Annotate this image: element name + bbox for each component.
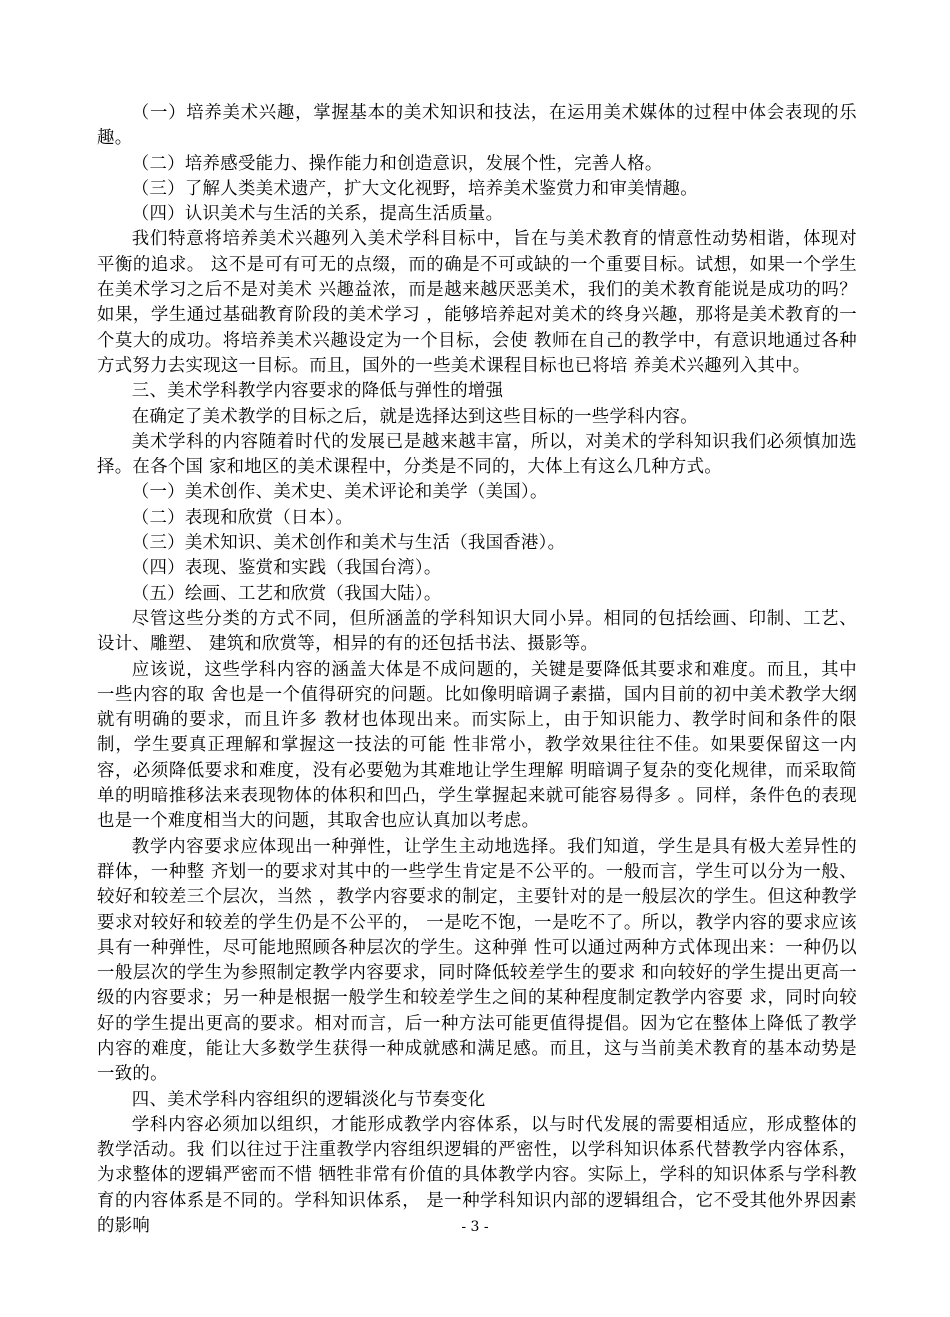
goal-item-1: （一）培养美术兴趣，掌握基本的美术知识和技法，在运用美术媒体的过程中体会表现的乐趣。: [97, 103, 857, 149]
section-heading-3: 三、美术学科教学内容要求的降低与弹性的增强: [131, 381, 504, 402]
paragraph-content-selection: 在确定了美术教学的目标之后，就是选择达到这些目标的一些学科内容。: [131, 406, 698, 427]
goal-item-4: （四）认识美术与生活的关系，提高生活质量。: [131, 204, 504, 225]
paragraph-difficulty: 应该说，这些学科内容的涵盖大体是不成问题的，关键是要降低其要求和难度。而且，其中一些内容的取 舍也是一个值得研究的问题。比如像明暗调子素描，国内目前的初中美术教学大纲就有明确的要求，而且许多 教材也体现出来。而实际上，由于知识能力、教学时间和条件的限制，学生要真正理解和掌握这一技法的可能 性非常小，教学效果往往不佳。如果要保留这一内容，必须降低要求和难度，没有必要勉为其难地让学生理解 明暗调子复杂的变化规律，而采取简单的明暗推移法来表现物体的体积和凹凸，学生掌握起来就可能容易得多 。同样，条件色的表现也是一个难度相当大的问题，其取舍也应认真加以考虑。: [97, 659, 857, 832]
paragraph-flexibility: 教学内容要求应体现出一种弹性，让学生主动地选择。我们知道，学生是具有极大差异性的群体，一种整 齐划一的要求对其中的一些学生肯定是不公平的。一般而言，学生可以分为一般、较好和较差三个层次，当然 ，教学内容要求的制定，主要针对的是一般层次的学生。但这种教学要求对较好和较差的学生仍是不公平的， 一是吃不饱，一是吃不了。所以，教学内容的要求应该具有一种弹性，尽可能地照顾各种层次的学生。这种弹 性可以通过两种方式体现出来：一种仍以一般层次的学生为参照制定教学内容要求，同时降低较差学生的要求 和向较好的学生提出更高一级的内容要求；另一种是根据一般学生和较差学生之间的某种程度制定教学内容要 求，同时向较好的学生提出更高的要求。相对而言，后一种方法可能更值得提倡。因为它在整体上降低了教学 内容的难度，能让大多数学生获得一种成就感和满足感。而且，这与当前美术教育的基本动势是一致的。: [97, 836, 857, 1085]
classification-item-2: （二）表现和欣赏（日本）。: [131, 507, 354, 528]
section-heading-4: 四、美术学科内容组织的逻辑淡化与节奏变化: [131, 1089, 486, 1110]
paragraph-content-richness: 美术学科的内容随着时代的发展已是越来越丰富，所以，对美术的学科知识我们必须慎加选择。在各个国 家和地区的美术课程中，分类是不同的，大体上有这么几种方式。: [97, 431, 857, 478]
body-text: [97, 101, 857, 1239]
goal-item-2: （二）培养感受能力、操作能力和创造意识，发展个性，完善人格。: [131, 153, 663, 174]
classification-item-5: （五）绘画、工艺和欣赏（我国大陆）。: [131, 583, 442, 604]
classification-item-3: （三）美术知识、美术创作和美术与生活（我国香港）。: [131, 533, 566, 554]
paragraph-interest-goal: 我们特意将培养美术兴趣列入美术学科目标中，旨在与美术教育的情意性动势相谐，体现对平衡的追求。 这不是可有可无的点缀，而的确是不可或缺的一个重要目标。试想，如果一个学生在美术学习之后不是对美术 兴趣益浓，而是越来越厌恶美术，我们的美术教育能说是成功的吗？如果，学生通过基础教育阶段的美术学习 ，能够培养起对美术的终身兴趣，那将是美术教育的一个莫大的成功。将培养美术兴趣设定为一个目标，会使 教师在自己的教学中，有意识地通过各种方式努力去实现这一目标。而且，国外的一些美术课程目标也已将培 养美术兴趣列入其中。: [97, 229, 857, 376]
goal-item-3: （三）了解人类美术遗产，扩大文化视野，培养美术鉴赏力和审美情趣。: [131, 178, 698, 199]
paragraph-similarities: 尽管这些分类的方式不同，但所涵盖的学科知识大同小异。相同的包括绘画、印制、工艺、设计、雕塑、 建筑和欣赏等，相异的有的还包括书法、摄影等。: [97, 608, 857, 655]
classification-item-1: （一）美术创作、美术史、美术评论和美学（美国）。: [131, 482, 548, 503]
classification-item-4: （四）表现、鉴赏和实践（我国台湾）。: [131, 558, 442, 579]
paragraph-organization: 学科内容必须加以组织，才能形成教学内容体系，以与时代发展的需要相适应，形成整体的教学活动。我 们以往过于注重教学内容组织逻辑的严密性，以学科知识体系代替教学内容体系，为求整体的逻辑严密而不惜 牺牲非常有价值的具体教学内容。实际上，学科的知识体系与学科教育的内容体系是不同的。学科知识体系， 是一种学科知识内部的逻辑组合，它不受其他外界因素的影响: [97, 1114, 857, 1237]
page-number: - 3 -: [461, 1219, 489, 1235]
